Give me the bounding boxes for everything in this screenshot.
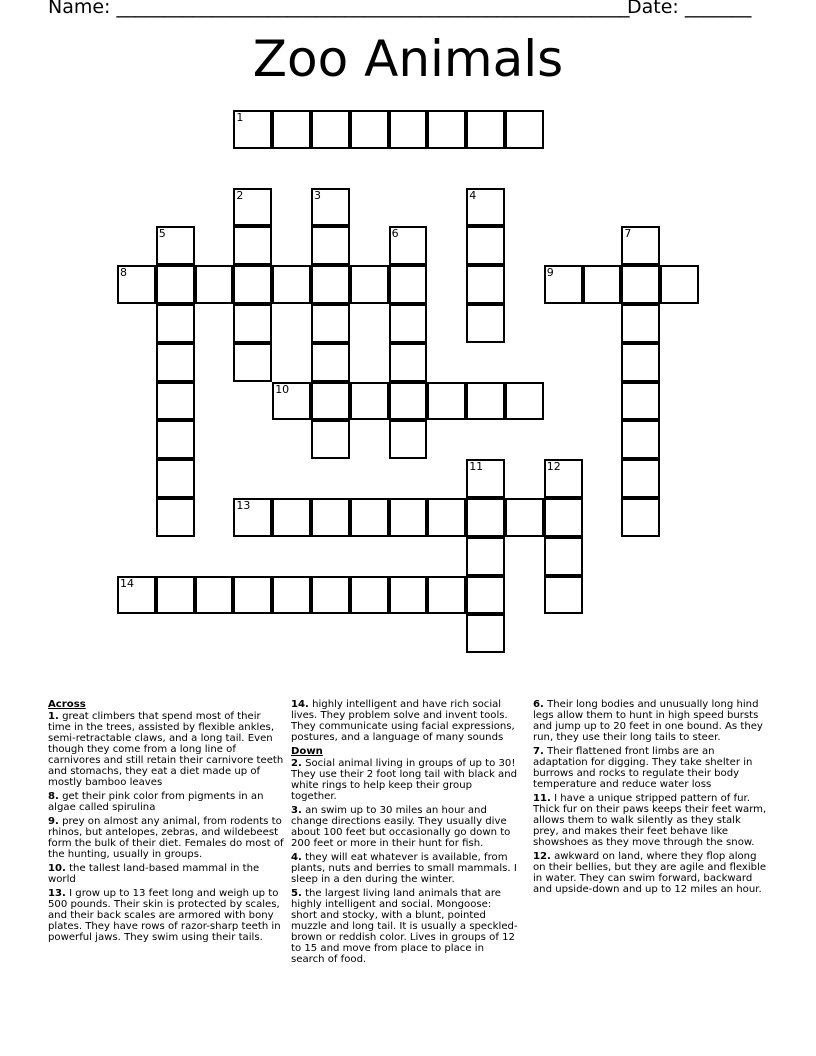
clue-number: 9. bbox=[48, 816, 59, 827]
grid-cell[interactable] bbox=[621, 226, 660, 265]
grid-cell[interactable] bbox=[156, 459, 195, 498]
clue-number: 7. bbox=[533, 746, 544, 757]
grid-cell[interactable] bbox=[389, 265, 428, 304]
grid-cell[interactable] bbox=[621, 459, 660, 498]
grid-cell[interactable] bbox=[466, 576, 505, 615]
cell-number: 5 bbox=[158, 227, 166, 241]
grid-cell[interactable] bbox=[583, 265, 622, 304]
grid-cell[interactable] bbox=[466, 459, 505, 498]
grid-cell[interactable] bbox=[505, 110, 544, 149]
clues-column-2 bbox=[291, 699, 519, 968]
clue-across-10 bbox=[48, 863, 284, 885]
grid-cell[interactable] bbox=[544, 576, 583, 615]
grid-cell[interactable] bbox=[311, 226, 350, 265]
grid-cell[interactable] bbox=[621, 343, 660, 382]
grid-cell[interactable] bbox=[233, 226, 272, 265]
grid-cell[interactable] bbox=[117, 576, 156, 615]
grid-cell[interactable] bbox=[427, 382, 466, 421]
cell-number: 13 bbox=[236, 499, 251, 512]
grid-cell[interactable] bbox=[466, 304, 505, 343]
grid-cell[interactable] bbox=[389, 382, 428, 421]
grid-cell[interactable] bbox=[311, 110, 350, 149]
clue-number: 13. bbox=[48, 888, 66, 899]
clue-number: 11. bbox=[533, 793, 551, 804]
clue-across-1 bbox=[48, 711, 284, 788]
clue-number: 8. bbox=[48, 791, 59, 802]
grid-cell[interactable] bbox=[427, 110, 466, 149]
grid-cell[interactable] bbox=[272, 382, 311, 421]
grid-cell[interactable] bbox=[233, 304, 272, 343]
grid-cell[interactable] bbox=[272, 110, 311, 149]
clue-text: an swim up to 30 miles an hour and change directions easily. They usually dive about 100 feet but occasionally go down to 200 feet or more in their hunt for fish. bbox=[291, 805, 511, 849]
clue-text: they will eat whatever is available, from plants, nuts and berries to small mammals. I sleep in a den during the winter. bbox=[291, 852, 517, 885]
grid-cell[interactable] bbox=[195, 265, 234, 304]
clue-text: awkward on land, where they flop along on their bellies, but they are agile and flexible in water. They can swim forward, backward and upside-down and up to 12 miles an hour. bbox=[533, 851, 767, 895]
grid-cell[interactable] bbox=[156, 576, 195, 615]
clue-text: Their long bodies and unusually long hind legs allow them to hunt in high speed bursts and jump up to 20 feet in one bound. As they run, they use their long tails to steer. bbox=[533, 699, 763, 743]
clue-down-6 bbox=[533, 699, 769, 743]
cell-number: 6 bbox=[391, 227, 399, 241]
clue-text: Their flattened front limbs are an adaptation for digging. They take shelter in burrows and rocks to regulate their body temperature and reduce water loss bbox=[533, 746, 753, 790]
cell-number: 1 bbox=[236, 111, 244, 124]
grid-cell[interactable] bbox=[233, 576, 272, 615]
clue-across-9 bbox=[48, 816, 284, 860]
clue-down-5 bbox=[291, 888, 519, 965]
clues-column-1 bbox=[48, 699, 284, 946]
grid-cell[interactable] bbox=[505, 382, 544, 421]
cell-number: 8 bbox=[120, 266, 127, 280]
clue-down-12 bbox=[533, 851, 769, 895]
grid-cell[interactable] bbox=[311, 576, 350, 615]
grid-cell[interactable] bbox=[156, 420, 195, 459]
grid-cell[interactable] bbox=[311, 382, 350, 421]
grid-cell[interactable] bbox=[156, 304, 195, 343]
grid-cell[interactable] bbox=[466, 188, 505, 227]
cell-number: 10 bbox=[275, 382, 290, 396]
grid-cell[interactable] bbox=[156, 226, 195, 265]
grid-cell[interactable] bbox=[156, 343, 195, 382]
clue-number: 4. bbox=[291, 852, 302, 863]
grid-cell[interactable] bbox=[156, 265, 195, 304]
grid-cell[interactable] bbox=[660, 265, 699, 304]
grid-cell[interactable] bbox=[621, 420, 660, 459]
grid-cell[interactable] bbox=[427, 498, 466, 537]
grid-cell[interactable] bbox=[233, 343, 272, 382]
grid-cell[interactable] bbox=[389, 343, 428, 382]
grid-cell[interactable] bbox=[621, 498, 660, 537]
cell-number: 3 bbox=[314, 188, 321, 202]
clue-number: 12. bbox=[533, 851, 551, 862]
clue-number: 3. bbox=[291, 805, 302, 816]
cell-number: 9 bbox=[546, 266, 554, 280]
clue-number: 1. bbox=[48, 711, 59, 722]
grid-cell[interactable] bbox=[544, 265, 583, 304]
clue-down-2 bbox=[291, 758, 519, 802]
clue-text: get their pink color from pigments in an algae called spirulina bbox=[48, 791, 264, 813]
cell-number: 11 bbox=[469, 460, 484, 474]
grid-cell[interactable] bbox=[466, 382, 505, 421]
clue-down-11 bbox=[533, 793, 769, 848]
grid-cell[interactable] bbox=[311, 265, 350, 304]
clue-across-13 bbox=[48, 888, 284, 943]
grid-cell[interactable] bbox=[311, 304, 350, 343]
grid-cell[interactable] bbox=[389, 110, 428, 149]
clue-text: highly intelligent and have rich social lives. They problem solve and invent tools. They communicate using facial expressions, postures, and a language of many sounds bbox=[291, 699, 515, 743]
grid-cell[interactable] bbox=[621, 265, 660, 304]
clue-text: Social animal living in groups of up to 30! They use their 2 foot long tail with black and white rings to help keep their group together. bbox=[291, 758, 518, 802]
grid-cell[interactable] bbox=[389, 420, 428, 459]
grid-cell[interactable] bbox=[272, 498, 311, 537]
clue-across-14 bbox=[291, 699, 519, 743]
across-heading: Across bbox=[48, 699, 86, 710]
clue-down-3 bbox=[291, 805, 519, 849]
grid-cell[interactable] bbox=[272, 265, 311, 304]
clues-column-3 bbox=[533, 699, 769, 898]
grid-cell[interactable] bbox=[311, 343, 350, 382]
cell-number: 7 bbox=[624, 227, 632, 241]
clue-number: 10. bbox=[48, 863, 66, 874]
cell-number: 2 bbox=[236, 188, 244, 202]
grid-cell[interactable] bbox=[427, 576, 466, 615]
grid-cell[interactable] bbox=[466, 537, 505, 576]
clue-number: 2. bbox=[291, 758, 302, 769]
grid-cell[interactable] bbox=[466, 614, 505, 653]
grid-cell[interactable] bbox=[621, 304, 660, 343]
down-heading: Down bbox=[291, 746, 323, 757]
clue-text: the largest living land animals that are highly intelligent and social. Mongoose: short and stocky, with a blunt, pointed muzzle and long tail. It is usually a speckled-brown or reddish color. Lives in groups of 12 to 15 and move from place to place in search of food. bbox=[291, 888, 518, 965]
clue-number: 5. bbox=[291, 888, 302, 899]
cell-number: 14 bbox=[120, 576, 134, 590]
grid-cell[interactable] bbox=[311, 188, 350, 227]
grid-cell[interactable] bbox=[233, 265, 272, 304]
page-title: Zoo Animals bbox=[252, 30, 564, 88]
grid-cell[interactable] bbox=[350, 576, 389, 615]
grid-cell[interactable] bbox=[195, 576, 234, 615]
grid-cell[interactable] bbox=[117, 265, 156, 304]
grid-cell[interactable] bbox=[389, 498, 428, 537]
grid-cell[interactable] bbox=[389, 304, 428, 343]
date-field[interactable]: Date: _______ bbox=[627, 0, 752, 18]
grid-cell[interactable] bbox=[544, 459, 583, 498]
clue-text: I have a unique stripped pattern of fur. Thick fur on their paws keeps their feet warm, allows them to walk silently as they stalk prey, and makes their feet behave like showshoes as they move through the snow. bbox=[533, 793, 767, 848]
clue-across-8 bbox=[48, 791, 284, 813]
grid-cell[interactable] bbox=[233, 188, 272, 227]
cell-number: 4 bbox=[469, 188, 477, 202]
grid-cell[interactable] bbox=[389, 576, 428, 615]
clue-text: the tallest land-based mammal in the world bbox=[48, 863, 260, 885]
grid-cell[interactable] bbox=[233, 110, 272, 149]
grid-cell[interactable] bbox=[272, 576, 311, 615]
clue-text: I grow up to 13 feet long and weigh up to 500 pounds. Their skin is protected by scales, and their back scales are armored with bony plates. They have rows of razor-sharp teeth in powerful jaws. They swim using their tails. bbox=[48, 888, 281, 943]
grid-cell[interactable] bbox=[544, 537, 583, 576]
grid-cell[interactable] bbox=[621, 382, 660, 421]
clue-down-7 bbox=[533, 746, 769, 790]
grid-cell[interactable] bbox=[156, 498, 195, 537]
grid-cell[interactable] bbox=[311, 420, 350, 459]
cell-number: 12 bbox=[546, 460, 561, 474]
grid-cell[interactable] bbox=[233, 498, 272, 537]
grid-cell[interactable] bbox=[544, 498, 583, 537]
grid-cell[interactable] bbox=[350, 110, 389, 149]
grid-cell[interactable] bbox=[350, 382, 389, 421]
grid-cell[interactable] bbox=[350, 265, 389, 304]
grid-cell[interactable] bbox=[350, 498, 389, 537]
clue-text: prey on almost any animal, from rodents to rhinos, but antelopes, zebras, and wildebeest form the bulk of their diet. Females do most of the hunting, usually in groups. bbox=[48, 816, 284, 860]
grid-cell[interactable] bbox=[389, 226, 428, 265]
grid-cell[interactable] bbox=[466, 498, 505, 537]
grid-cell[interactable] bbox=[311, 498, 350, 537]
grid-cell[interactable] bbox=[466, 226, 505, 265]
clue-number: 6. bbox=[533, 699, 544, 710]
grid-cell[interactable] bbox=[505, 498, 544, 537]
clue-down-4 bbox=[291, 852, 519, 885]
clue-text: great climbers that spend most of their time in the trees, assisted by flexible ankles, semi-retractable claws, and a long tail. Even though they come from a long line of carnivores and still retain their carnivore teeth and stomachs, they eat a diet made up of mostly bamboo leaves bbox=[48, 711, 284, 788]
grid-cell[interactable] bbox=[156, 382, 195, 421]
grid-cell[interactable] bbox=[466, 110, 505, 149]
name-field[interactable]: Name: ______________________________________________________ bbox=[48, 0, 630, 18]
grid-cell[interactable] bbox=[466, 265, 505, 304]
clue-number: 14. bbox=[291, 699, 309, 710]
